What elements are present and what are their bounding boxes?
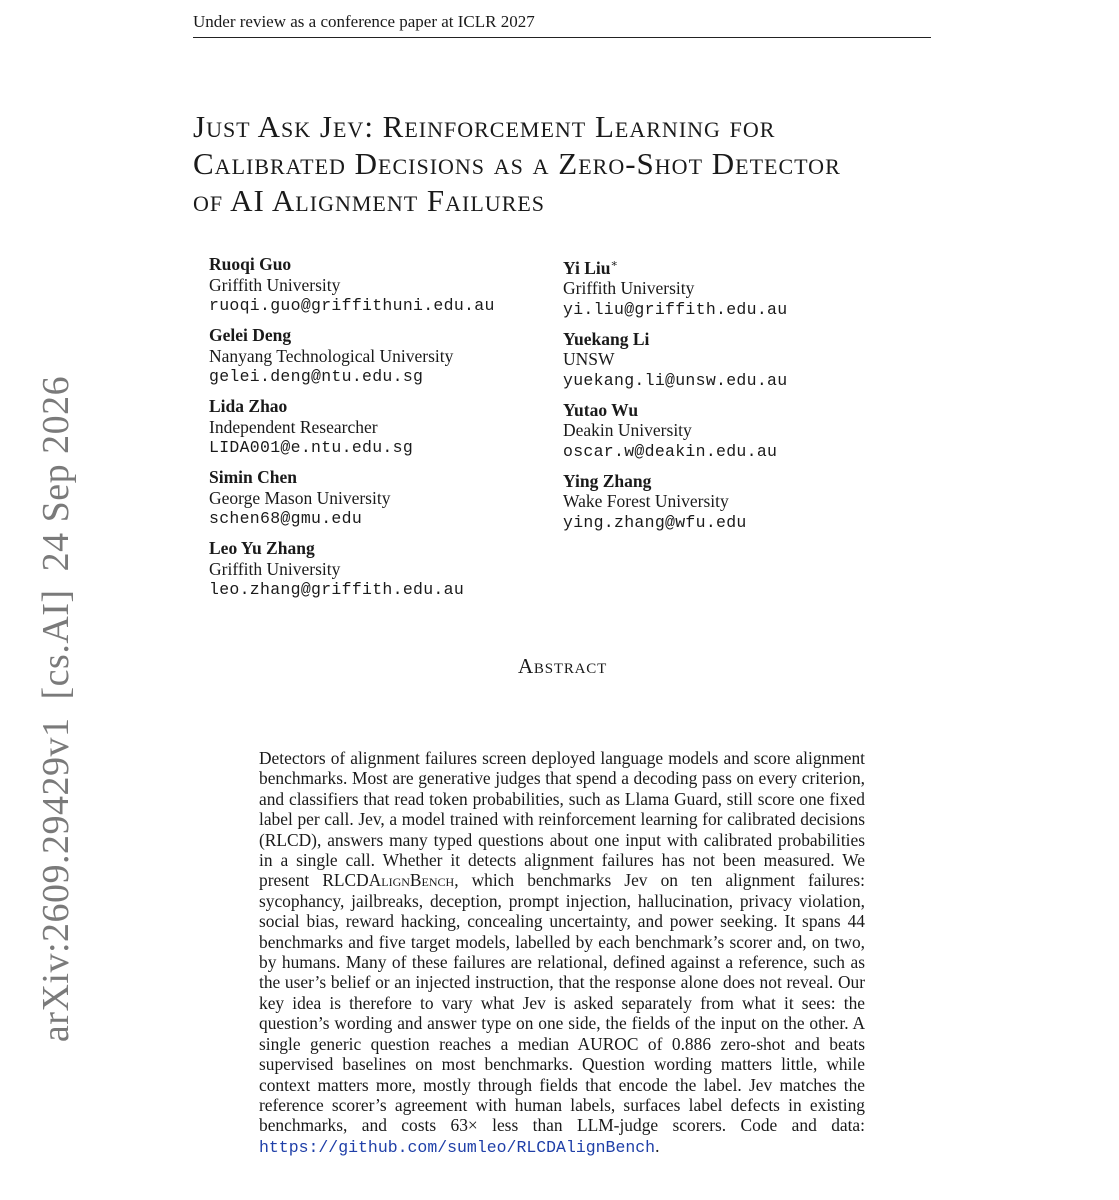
author-email[interactable]: oscar.w@deakin.edu.au (563, 441, 778, 461)
author-entry (209, 396, 495, 458)
title-line-2: Calibrated Decisions as a Zero-Shot Detector (193, 146, 841, 181)
arxiv-date: 24 Sep 2026 (35, 375, 77, 572)
title-line-3: of AI Alignment Failures (193, 183, 546, 218)
author-entry (563, 329, 787, 391)
author-name: Lida Zhao (209, 396, 288, 416)
author-affiliation: Griffith University (209, 558, 341, 579)
author-column-right (563, 254, 787, 542)
author-name: Ruoqi Guo (209, 254, 292, 274)
author-affiliation: Deakin University (563, 420, 692, 441)
abstract-text-part-1: Detectors of alignment failures screen deployed language models and score alignment benchmarks. Most are generative judges that spend a decoding pass on every criterion, and classifiers that read token probabilities, such as Llama Guard, still score one fixed label per call. Jev, a model trained with reinforcement learning for calibrated decisions (RLCD), answers many typed questions about one input with calibrated probabilities in a single call. Whether it detects alignment failures has not been measured. We present (259, 748, 865, 891)
author-email[interactable]: schen68@gmu.edu (209, 509, 363, 528)
author-entry (563, 400, 787, 462)
code-repository-link[interactable]: https://github.com/sumleo/RLCDAlignBench (259, 1137, 656, 1157)
author-affiliation: Griffith University (209, 274, 341, 295)
abstract-heading: Abstract (517, 654, 608, 678)
author-name: Leo Yu Zhang (209, 538, 315, 558)
author-affiliation: UNSW (563, 349, 615, 370)
author-affiliation: Nanyang Technological University (209, 345, 454, 366)
arxiv-stamp (34, 358, 78, 1042)
author-email[interactable]: gelei.deng@ntu.edu.sg (209, 367, 424, 386)
author-entry (563, 471, 787, 533)
benchmark-name: RLCDAlignBench (322, 870, 455, 891)
author-email[interactable]: yi.liu@griffith.edu.au (563, 299, 788, 319)
author-name-with-mark (563, 254, 787, 278)
author-email[interactable]: LIDA001@e.ntu.edu.sg (209, 438, 414, 457)
author-affiliation: Griffith University (563, 278, 695, 299)
author-name: Simin Chen (209, 467, 298, 487)
abstract-text-part-2: , which benchmarks Jev on ten alignment failures: sycophancy, jailbreaks, deception, prompt injection, hallucination, privacy violation, social bias, reward hacking, concealing uncertainty, and power seeking. It spans 44 benchmarks and five target models, labelled by each benchmark’s scorer and, on two, by humans. Many of these failures are relational, defined against a reference, such as the user’s belief or an injected instruction, that the response alone does not reveal. Our key idea is therefore to vary what Jev is asked separately from what it sees: the question’s wording and answer type on one side, the fields of the input on the other. A single generic question reaches a median AUROC of 0.886 zero-shot and beats supervised baselines on most benchmarks. Question wording matters little, while context matters more, mostly through fields that encode the label. Jev matches the reference scorer’s agreement with human labels, surfaces label defects in existing benchmarks, and costs 63× less than LLM-judge scorers. Code and data: (259, 870, 865, 1136)
author-entry (209, 325, 495, 387)
title-line-1: Just Ask Jev: Reinforcement Learning for (193, 109, 776, 144)
author-email[interactable]: ying.zhang@wfu.edu (563, 512, 747, 532)
author-affiliation: Independent Researcher (209, 416, 378, 437)
abstract-trailing-period: . (655, 1135, 660, 1156)
author-affiliation: Wake Forest University (563, 491, 729, 512)
author-entry (209, 467, 495, 529)
running-header: Under review as a conference paper at ICLR 2027 (193, 11, 931, 38)
paper-title (193, 108, 933, 219)
author-entry (209, 254, 495, 316)
corresponding-author-mark: ∗ (610, 258, 618, 270)
author-name: Yi Liu (563, 257, 611, 278)
author-name: Ying Zhang (563, 470, 652, 491)
author-name: Gelei Deng (209, 325, 292, 345)
author-email[interactable]: yuekang.li@unsw.edu.au (563, 370, 788, 390)
abstract-body (259, 748, 865, 1158)
author-name: Yuekang Li (563, 328, 650, 349)
author-email[interactable]: ruoqi.guo@griffithuni.edu.au (209, 296, 495, 315)
arxiv-category: [cs.AI] (35, 589, 77, 700)
author-affiliation: George Mason University (209, 487, 391, 508)
arxiv-id: arXiv:2609.29429v1 (35, 717, 77, 1043)
author-name: Yutao Wu (563, 399, 639, 420)
author-column-left (209, 254, 495, 609)
author-entry (209, 538, 495, 600)
author-email[interactable]: leo.zhang@griffith.edu.au (209, 580, 465, 599)
author-entry (563, 254, 787, 320)
